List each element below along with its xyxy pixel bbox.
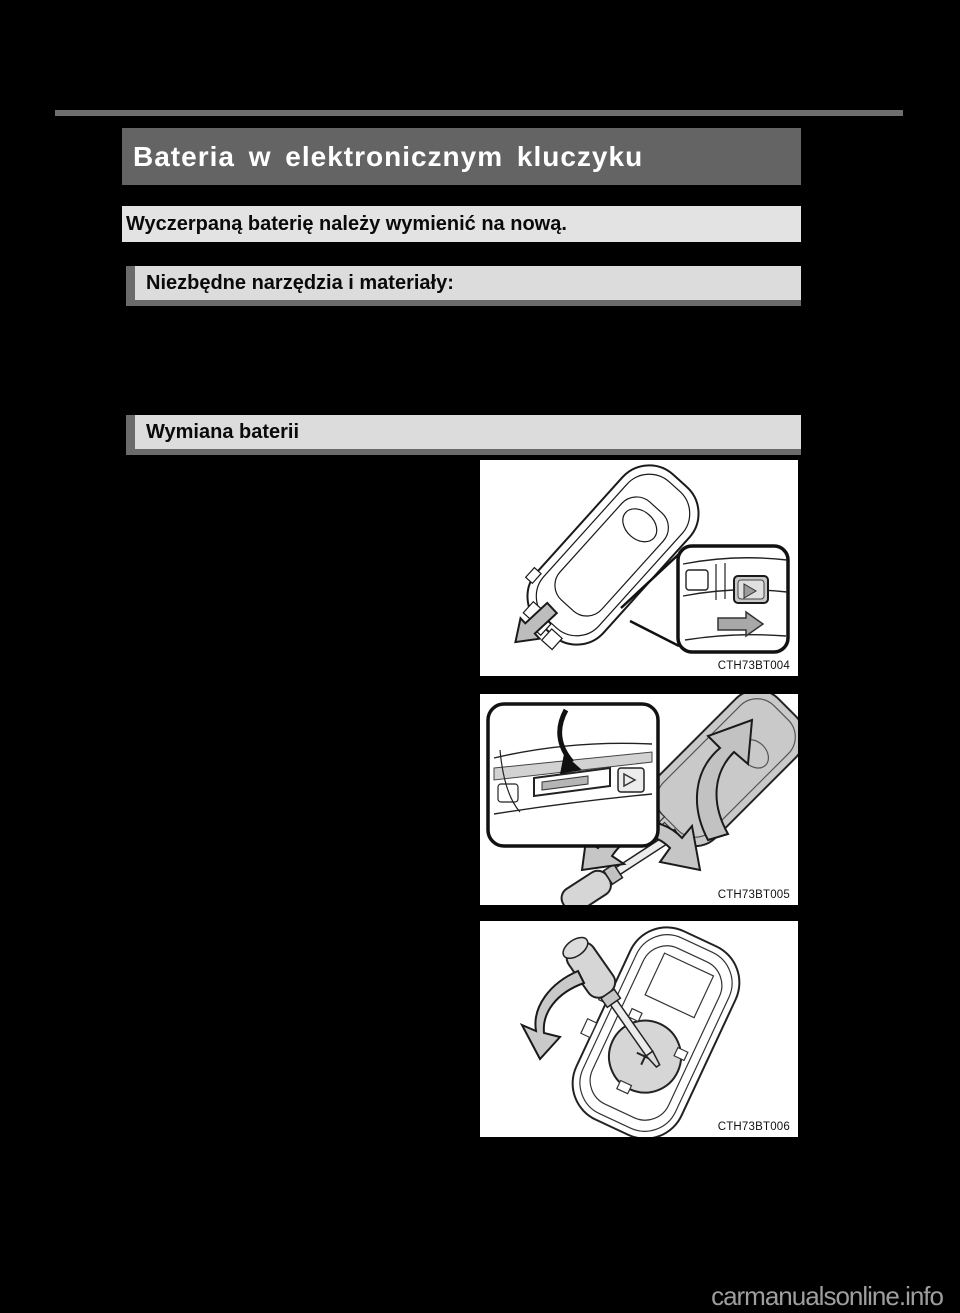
section-bar <box>135 266 801 300</box>
page-title-bar <box>122 128 801 185</box>
section-label: Niezbędne narzędzia i materiały: <box>146 272 454 294</box>
watermark: carmanualsonline.info <box>711 1281 943 1311</box>
figure-caption: CTH73BT005 <box>717 889 790 901</box>
section-accent-bar <box>126 266 135 306</box>
section-header-battery-replacement <box>126 415 801 455</box>
key-fob-release-illustration <box>480 460 798 676</box>
intro-text: Wyczerpaną baterię należy wymienić na nową. <box>126 213 567 235</box>
section-bar <box>135 415 801 449</box>
remove-arrow-icon <box>522 971 584 1059</box>
figure-remove-mechanical-key <box>478 458 800 678</box>
section-label: Wymiana baterii <box>146 421 300 443</box>
header-rule <box>55 110 903 116</box>
figure-caption: CTH73BT004 <box>717 660 790 672</box>
battery-removal-illustration <box>480 921 798 1137</box>
section-shadow <box>135 300 801 306</box>
section-header-tools <box>126 266 801 306</box>
magnifier-inset <box>678 546 788 652</box>
figure-caption: CTH73BT006 <box>717 1121 790 1133</box>
key-fob-pry-illustration <box>480 694 798 905</box>
slot-inset <box>488 704 658 846</box>
figure-remove-battery <box>478 919 800 1139</box>
intro-bar <box>122 206 801 242</box>
section-shadow <box>135 449 801 455</box>
page-title: Bateria w elektronicznym kluczyku <box>133 141 644 172</box>
section-accent-bar <box>126 415 135 455</box>
figure-pry-open-cover <box>478 692 800 907</box>
